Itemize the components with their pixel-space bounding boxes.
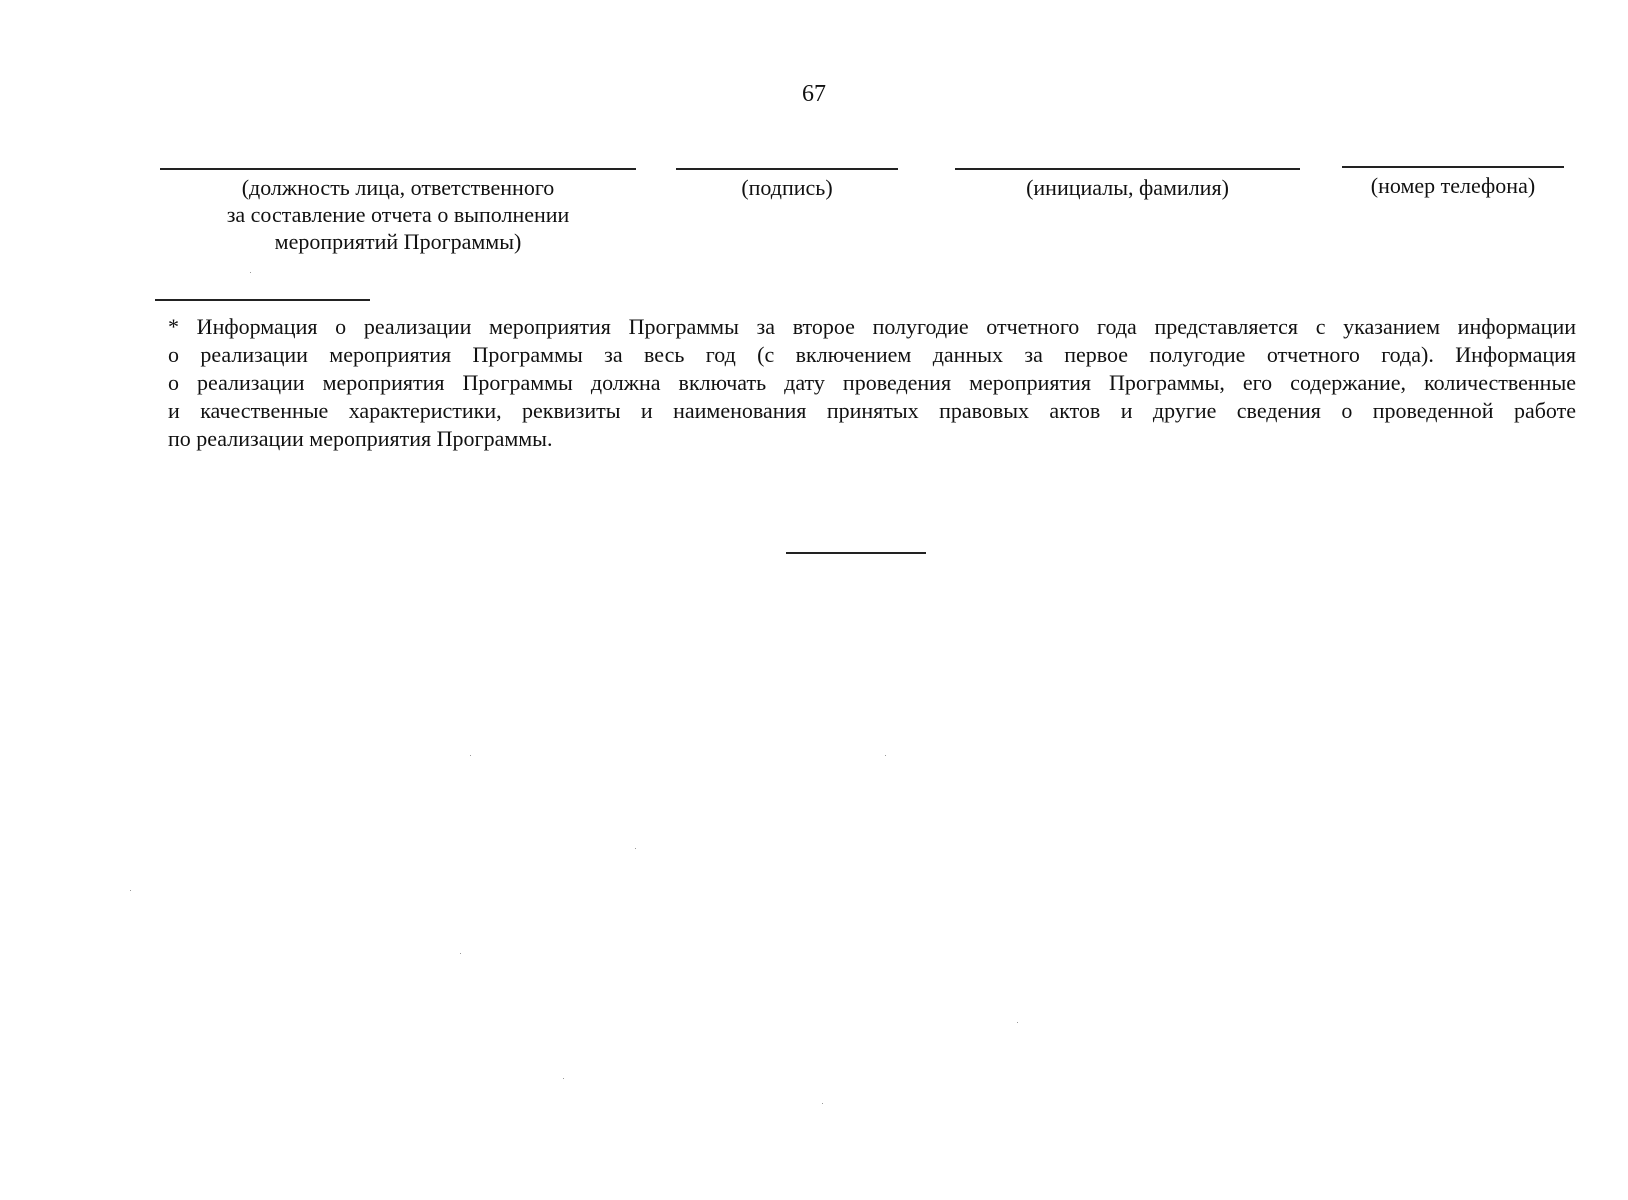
caption-line: (номер телефона)	[1370, 173, 1536, 198]
signature-caption	[676, 174, 898, 201]
signature-caption	[955, 174, 1300, 201]
scan-speck	[460, 953, 461, 954]
caption-line: за составление отчета о выполнении	[226, 202, 570, 227]
page-number: 67	[802, 81, 826, 107]
scan-speck	[885, 755, 886, 756]
signature-field-phone	[1342, 166, 1564, 199]
scan-speck	[635, 848, 636, 849]
signature-caption	[160, 174, 636, 255]
signature-line	[955, 168, 1300, 170]
footnote-line: о реализации мероприятия Программы должна включать дату проведения мероприятия Программы, его содержание, количественные	[168, 370, 1576, 395]
footnote-line: и качественные характеристики, реквизиты и наименования принятых правовых актов и другие сведения о проведенной работе	[168, 398, 1576, 423]
scan-speck	[1017, 1022, 1018, 1023]
caption-line: мероприятий Программы)	[274, 229, 522, 254]
footnote-line: о реализации мероприятия Программы за весь год (с включением данных за первое полугодие отчетного года). Информация	[168, 342, 1576, 367]
caption-line: (подпись)	[741, 175, 833, 200]
signature-line	[676, 168, 898, 170]
footnote-separator	[155, 299, 370, 301]
scan-speck	[250, 272, 251, 273]
signature-line	[160, 168, 636, 170]
end-of-document-rule	[786, 552, 926, 554]
footnote-line: * Информация о реализации мероприятия Программы за второе полугодие отчетного года представляется с указанием информации	[168, 314, 1576, 339]
footnote-line: по реализации мероприятия Программы.	[168, 426, 553, 451]
scan-speck	[470, 755, 471, 756]
scan-speck	[822, 1103, 823, 1104]
caption-line: (инициалы, фамилия)	[1026, 175, 1229, 200]
scan-speck	[130, 890, 131, 891]
signature-field-signature	[676, 168, 898, 201]
scan-speck	[563, 1078, 564, 1079]
signature-caption	[1342, 172, 1564, 199]
caption-line: (должность лица, ответственного	[241, 175, 555, 200]
footnote	[168, 313, 1576, 453]
signature-field-position	[160, 168, 636, 255]
signature-field-name	[955, 168, 1300, 201]
signature-line	[1342, 166, 1564, 168]
